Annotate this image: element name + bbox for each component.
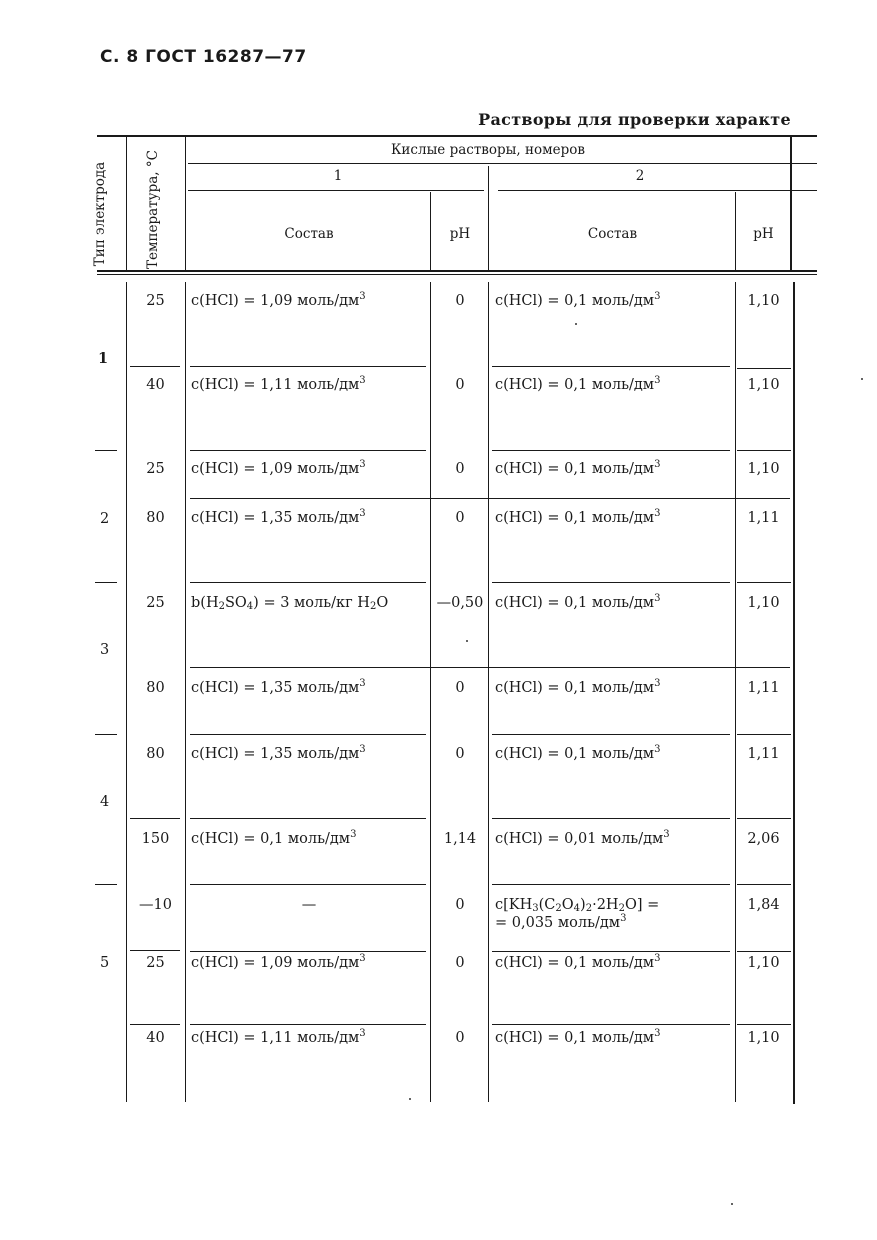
row-rule <box>737 734 791 735</box>
header-rule <box>188 190 484 191</box>
header-rule <box>498 190 817 191</box>
header-ph-2: pH <box>753 226 774 242</box>
ph-1-cell: 0 <box>455 897 465 913</box>
temperature-cell: 25 <box>146 955 165 971</box>
header-group-1: 1 <box>333 168 343 184</box>
row-rule <box>737 1024 791 1025</box>
temperature-cell: 150 <box>141 831 170 847</box>
row-rule <box>492 366 730 367</box>
composition-2-cell: c(HCl) = 0,1 моль/$дм^3$ <box>495 508 661 526</box>
ph-2-cell: 1,10 <box>747 1030 780 1046</box>
electrode-type-label: 4 <box>100 794 110 810</box>
col-divider <box>430 282 431 1102</box>
temperature-cell: 80 <box>146 510 165 526</box>
row-rule <box>737 582 791 583</box>
row-rule <box>737 818 791 819</box>
ph-1-cell: 0 <box>455 461 465 477</box>
scan-speck <box>575 323 577 325</box>
composition-2-cell: c(HCl) = 0,1 моль/$дм^3$ <box>495 1028 661 1046</box>
row-rule <box>130 366 180 367</box>
row-rule <box>190 582 426 583</box>
composition-2-cell: c(HCl) = 0,1 моль/$дм^3$ <box>495 459 661 477</box>
scan-speck <box>409 1098 411 1100</box>
composition-2-cell: c(HCl) = 0,1 моль/$дм^3$ <box>495 375 661 393</box>
header-ph-1: pH <box>449 226 471 242</box>
composition-2-cell: c(HCl) = 0,1 моль/$дм^3$ <box>495 593 661 611</box>
row-rule <box>190 818 426 819</box>
header-acidic-group: Кислые растворы, номеров <box>390 142 585 158</box>
temperature-cell: 25 <box>146 595 165 611</box>
col-divider <box>126 282 127 1102</box>
col-divider <box>735 282 736 1102</box>
row-rule <box>492 582 730 583</box>
row-rule <box>190 498 790 499</box>
ph-2-cell: 1,10 <box>747 595 780 611</box>
header-composition-1: Состав <box>284 226 334 242</box>
ph-2-cell: 1,84 <box>747 897 780 913</box>
row-rule <box>130 818 180 819</box>
composition-2-cell: $c[KH_3(C_2O_4)_2\cdot 2H_2O]$ = <box>495 897 660 914</box>
composition-2-continuation: = 0,035 моль/$дм^3$ <box>495 913 627 931</box>
table-title: Растворы для проверки характе <box>478 110 791 129</box>
temperature-cell: 40 <box>146 377 165 393</box>
header-group-2: 2 <box>635 168 645 184</box>
table-top-rule <box>97 135 817 137</box>
composition-1-cell: c(HCl) = 1,35 моль/$дм^3$ <box>191 744 366 762</box>
ph-2-cell: 1,11 <box>747 680 780 696</box>
ph-2-cell: 2,06 <box>747 831 780 847</box>
header-composition-2: Состав <box>587 226 638 242</box>
scan-speck <box>466 640 468 642</box>
row-rule <box>190 366 426 367</box>
scan-speck <box>861 378 863 380</box>
group-rule <box>95 450 117 451</box>
composition-2-cell: c(HCl) = 0,01 моль/$дм^3$ <box>495 829 670 847</box>
col-divider <box>488 166 489 272</box>
ph-2-cell: 1,11 <box>747 746 780 762</box>
row-rule <box>492 734 730 735</box>
ph-1-cell: 1,14 <box>443 831 477 847</box>
row-rule <box>190 1024 426 1025</box>
col-divider <box>430 192 431 272</box>
ph-1-cell: 0 <box>455 955 465 971</box>
row-rule <box>737 368 791 369</box>
ph-2-cell: 1,10 <box>747 461 780 477</box>
composition-1-cell: — <box>301 897 317 913</box>
composition-1-cell: c(HCl) = 1,09 моль/$дм^3$ <box>191 291 366 309</box>
composition-1-cell: c(HCl) = 1,35 моль/$дм^3$ <box>191 508 366 526</box>
header-temperature: Температура, °С <box>145 150 161 269</box>
row-rule <box>737 951 791 952</box>
electrode-type-label: 1 <box>98 350 109 367</box>
row-rule <box>492 884 730 885</box>
composition-2-cell: c(HCl) = 0,1 моль/$дм^3$ <box>495 744 661 762</box>
row-rule <box>130 1024 180 1025</box>
composition-1-cell: $b(H_2SO_4) = 3$ моль/кг $H_2O$ <box>191 595 389 612</box>
header-bottom-rule <box>97 270 817 272</box>
ph-1-cell: 0 <box>455 510 465 526</box>
col-divider <box>790 137 792 272</box>
ph-1-cell: 0 <box>455 746 465 762</box>
ph-2-cell: 1,10 <box>747 293 780 309</box>
composition-2-cell: c(HCl) = 0,1 моль/$дм^3$ <box>495 291 661 309</box>
composition-1-cell: c(HCl) = 1,09 моль/$дм^3$ <box>191 953 366 971</box>
temperature-cell: 80 <box>146 680 165 696</box>
col-divider <box>185 137 186 272</box>
composition-2-cell: c(HCl) = 0,1 моль/$дм^3$ <box>495 953 661 971</box>
temperature-cell: —10 <box>139 897 172 913</box>
ph-2-cell: 1,10 <box>747 377 780 393</box>
electrode-type-label: 2 <box>100 511 110 527</box>
row-rule <box>492 818 730 819</box>
group-rule <box>95 884 117 885</box>
row-rule <box>492 450 730 451</box>
ph-1-cell: —0,50 <box>436 595 484 611</box>
row-rule <box>737 884 791 885</box>
row-rule <box>492 1024 730 1025</box>
col-divider <box>793 282 795 1104</box>
header-electrode-type: Тип электрода <box>92 161 108 267</box>
electrode-type-label: 5 <box>100 955 110 971</box>
group-rule <box>95 734 117 735</box>
header-rule <box>188 163 817 164</box>
composition-1-cell: c(HCl) = 0,1 моль/$дм^3$ <box>191 829 357 847</box>
col-divider <box>488 282 489 1102</box>
header-bottom-rule <box>97 274 817 275</box>
ph-1-cell: 0 <box>455 680 465 696</box>
row-rule <box>190 734 426 735</box>
composition-2-cell: c(HCl) = 0,1 моль/$дм^3$ <box>495 678 661 696</box>
col-divider <box>126 137 127 272</box>
temperature-cell: 40 <box>146 1030 165 1046</box>
temperature-cell: 80 <box>146 746 165 762</box>
row-rule <box>492 951 730 952</box>
scan-speck <box>731 1203 733 1205</box>
ph-1-cell: 0 <box>455 1030 465 1046</box>
composition-1-cell: c(HCl) = 1,09 моль/$дм^3$ <box>191 459 366 477</box>
electrode-type-label: 3 <box>100 642 110 658</box>
row-rule <box>190 884 426 885</box>
ph-1-cell: 0 <box>455 377 465 393</box>
row-rule <box>190 667 790 668</box>
row-rule <box>130 950 180 951</box>
composition-1-cell: c(HCl) = 1,11 моль/$дм^3$ <box>191 1028 366 1046</box>
col-divider <box>735 192 736 272</box>
ph-2-cell: 1,10 <box>747 955 780 971</box>
composition-1-cell: c(HCl) = 1,35 моль/$дм^3$ <box>191 678 366 696</box>
page-header: С. 8 ГОСТ 16287—77 <box>100 47 307 67</box>
row-rule <box>737 450 791 451</box>
ph-2-cell: 1,11 <box>747 510 780 526</box>
temperature-cell: 25 <box>146 293 165 309</box>
group-rule <box>95 582 117 583</box>
col-divider <box>185 282 186 1102</box>
composition-1-cell: c(HCl) = 1,11 моль/$дм^3$ <box>191 375 366 393</box>
temperature-cell: 25 <box>146 461 165 477</box>
row-rule <box>190 951 426 952</box>
ph-1-cell: 0 <box>455 293 465 309</box>
row-rule <box>190 450 426 451</box>
